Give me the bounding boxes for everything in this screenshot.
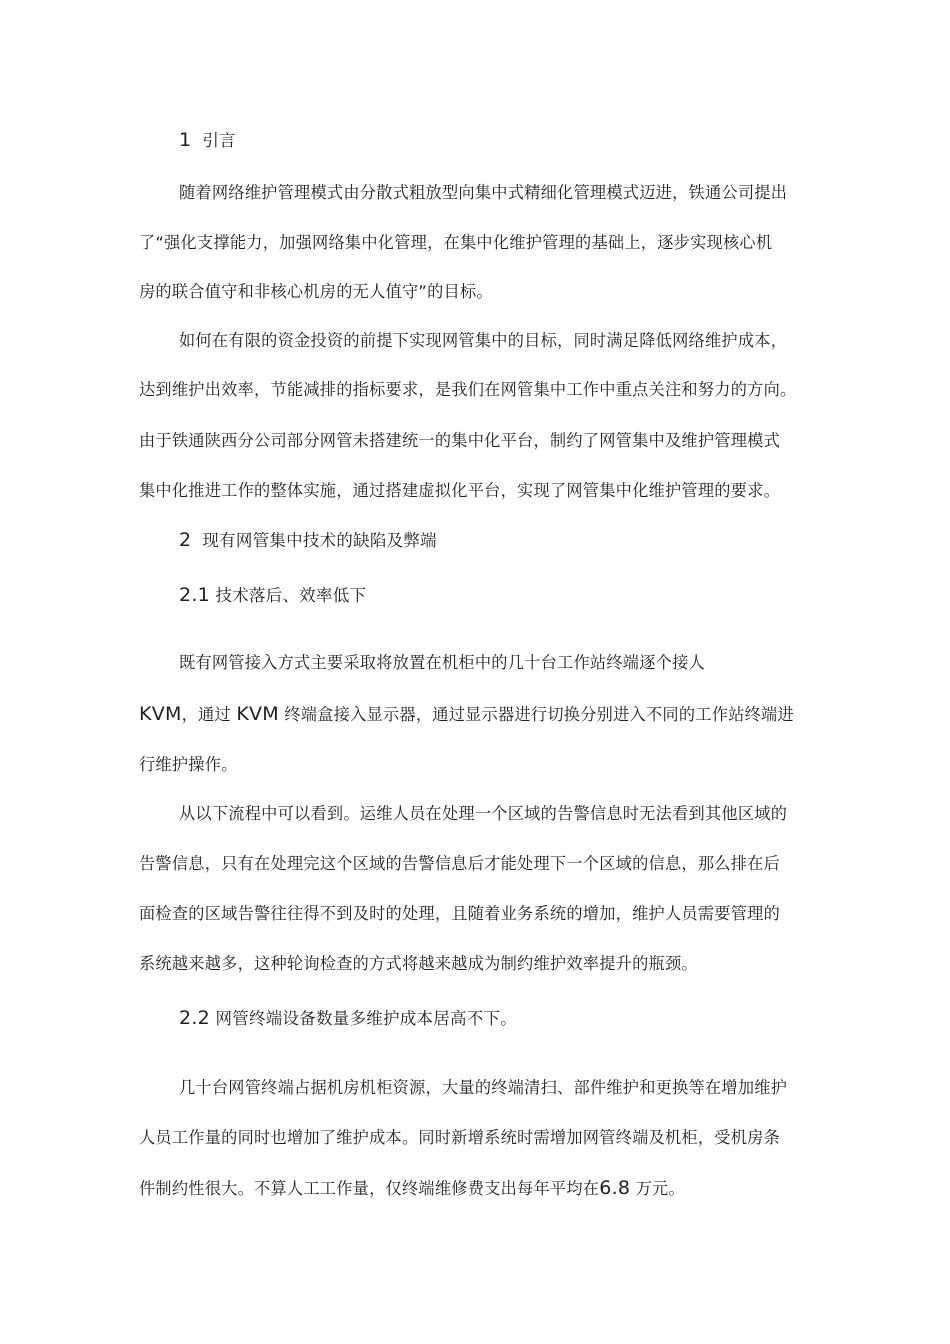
paragraph-line bbox=[139, 703, 794, 726]
paragraph-line: 达到维护出效率，节能减排的指标要求，是我们在网管集中工作中重点关注和努力的方向。 bbox=[139, 380, 797, 399]
paragraph-line: 由于铁通陕西分公司部分网管未搭建统一的集中化平台，制约了网管集中及维护管理模式 bbox=[139, 431, 781, 450]
subsection-heading-2-2 bbox=[179, 1007, 517, 1030]
paragraph-line: 随着网络维护管理模式由分散式粗放型向集中式精细化管理模式迈进，铁通公司提出 bbox=[179, 183, 788, 202]
paragraph-line: 几十台网管终端占据机房机柜资源，大量的终端清扫、部件维护和更换等在增加维护 bbox=[179, 1078, 788, 1097]
section-heading-1 bbox=[179, 129, 236, 152]
text-run: 万元。 bbox=[635, 1179, 685, 1198]
heading-text: 技术落后、效率低下 bbox=[215, 586, 367, 605]
heading-number: 2 bbox=[179, 529, 192, 551]
paragraph-line bbox=[139, 1177, 685, 1200]
paragraph-line: 行维护操作。 bbox=[139, 755, 238, 774]
subsection-heading-2-1 bbox=[179, 584, 366, 607]
text-run: 终端盒接入显示器，通过显示器进行切换分别进入不同的工作站终端进 bbox=[284, 705, 794, 724]
kvm-term: KVM bbox=[236, 703, 279, 725]
kvm-term: KVM bbox=[139, 703, 182, 725]
paragraph-line: 了“强化支撑能力，加强网络集中化管理，在集中化维护管理的基础上，逐步实现核心机 bbox=[139, 233, 773, 252]
paragraph-line: 告警信息，只有在处理完这个区域的告警信息后才能处理下一个区域的信息，那么排在后 bbox=[139, 854, 781, 873]
paragraph-line: 既有网管接入方式主要采取将放置在机柜中的几十台工作站终端逐个接人 bbox=[179, 653, 705, 672]
paragraph-line: 房的联合值守和非核心机房的无人值守”的目标。 bbox=[139, 282, 493, 301]
text-run: 件制约性很大。不算人工工作量，仅终端维修费支出每年平均在 bbox=[139, 1179, 600, 1198]
paragraph-line: 面检查的区域告警往往得不到及时的处理，且随着业务系统的增加，维护人员需要管理的 bbox=[139, 904, 781, 923]
paragraph-line: 集中化推进工作的整体实施，通过搭建虚拟化平台，实现了网管集中化维护管理的要求。 bbox=[139, 481, 781, 500]
heading-text: 引言 bbox=[202, 131, 236, 150]
text-run: ，通过 bbox=[181, 705, 231, 724]
heading-text: 网管终端设备数量多维护成本居高不下。 bbox=[215, 1009, 517, 1028]
heading-number: 1 bbox=[179, 129, 192, 151]
paragraph-line: 如何在有限的资金投资的前提下实现网管集中的目标，同时满足降低网络维护成本， bbox=[179, 331, 788, 350]
paragraph-line: 系统越来越多，这种轮询检查的方式将越来越成为制约维护效率提升的瓶颈。 bbox=[139, 954, 698, 973]
heading-number: 2.2 bbox=[179, 1007, 210, 1029]
heading-text: 现有网管集中技术的缺陷及弊端 bbox=[202, 531, 437, 550]
paragraph-line: 人员工作量的同时也增加了维护成本。同时新增系统时需增加网管终端及机柜，受机房条 bbox=[139, 1128, 781, 1147]
heading-number: 2.1 bbox=[179, 584, 210, 606]
paragraph-line: 从以下流程中可以看到。运维人员在处理一个区域的告警信息时无法看到其他区域的 bbox=[179, 804, 788, 823]
amount-value: 6.8 bbox=[599, 1177, 631, 1199]
section-heading-2 bbox=[179, 529, 437, 552]
